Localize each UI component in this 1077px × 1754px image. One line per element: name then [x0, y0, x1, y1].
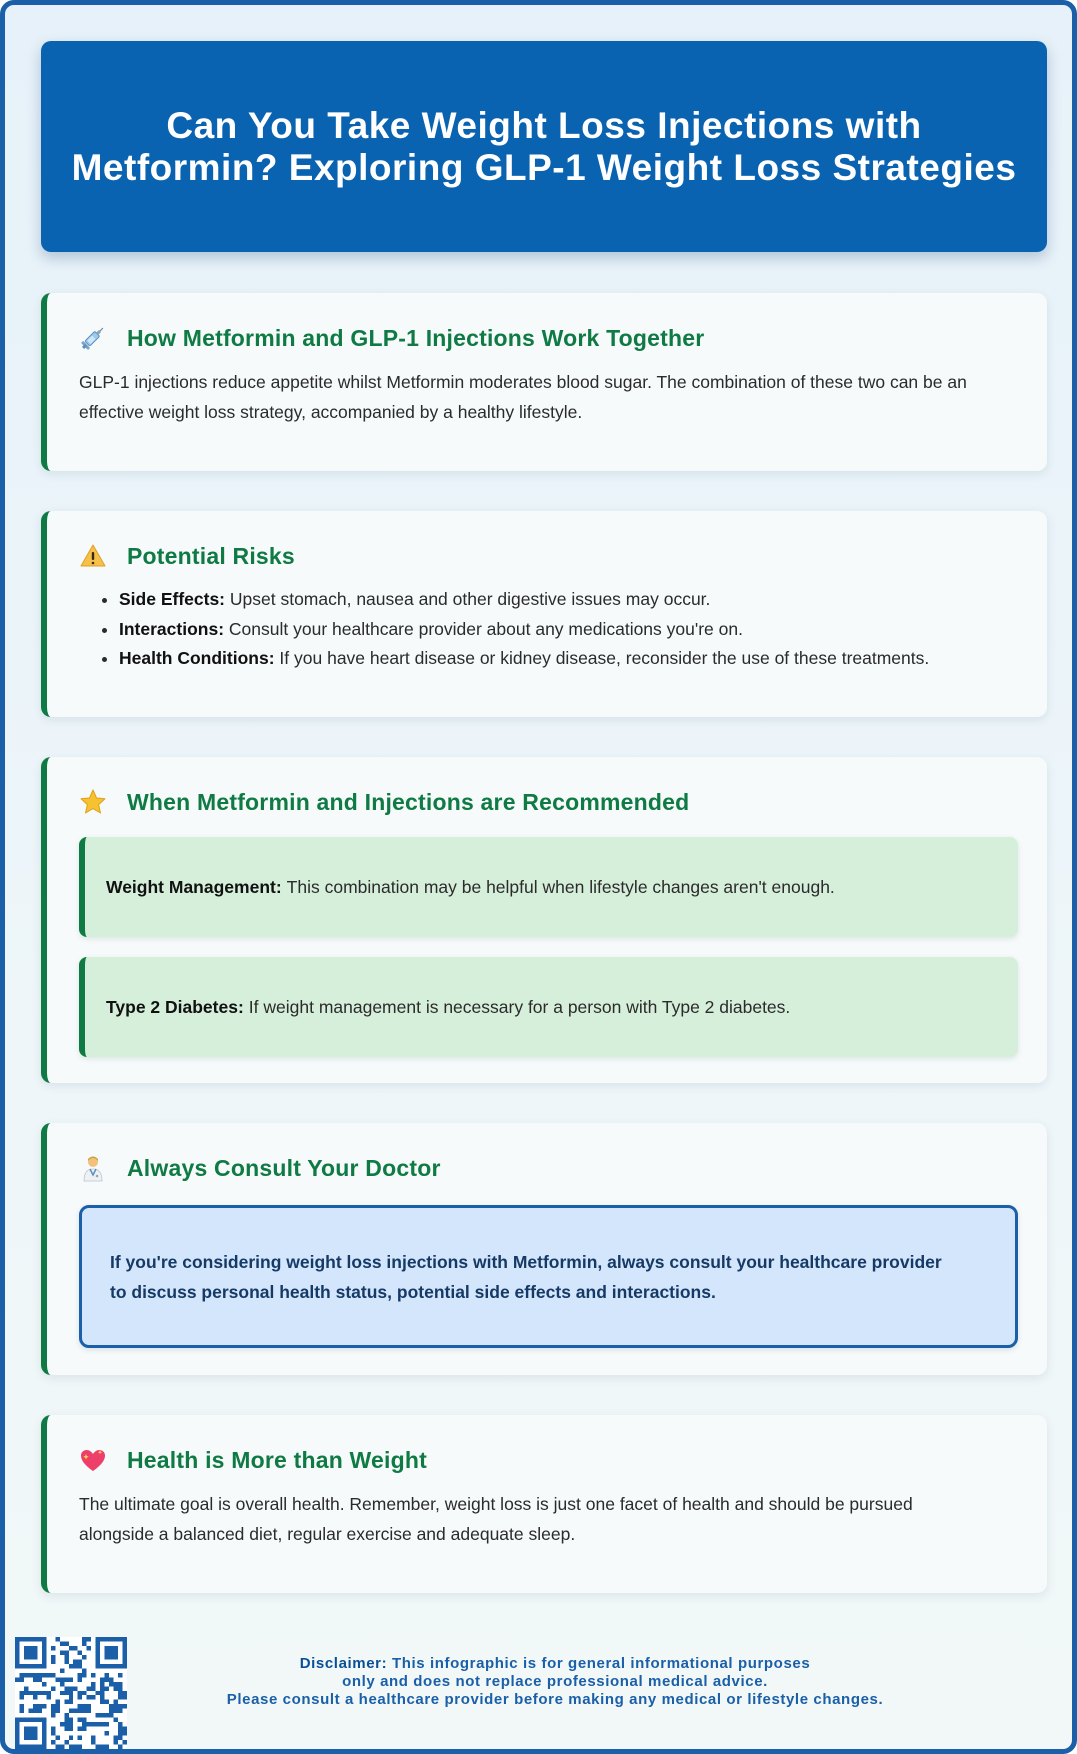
disclaimer: Disclaimer: This infographic is for general informational purposes only and does not replace professional medical advice. Please consult a healthcare provider before making any medical or lifestyle changes. — [226, 1655, 884, 1708]
section-consult-doctor — [41, 1123, 1047, 1375]
risk-list — [79, 585, 1017, 674]
qr-code-icon — [15, 1637, 127, 1749]
section-title: When Metformin and Injections are Recommended — [127, 788, 690, 815]
list-item: • Interactions: Consult your healthcare provider about any medications you're on. — [119, 615, 1017, 645]
section-title: Always Consult Your Doctor — [127, 1154, 441, 1181]
callout-text: If you're considering weight loss injections with Metformin, always consult your healthcare provider to discuss personal health status, potential side effects and interactions. — [110, 1251, 942, 1302]
warning-icon — [79, 542, 107, 570]
section-how-they-work — [41, 293, 1047, 471]
doctor-icon — [79, 1154, 107, 1182]
section-health-more-than-weight — [41, 1415, 1047, 1593]
page-title: Can You Take Weight Loss Injections with Metformin? Exploring GLP-1 Weight Loss Strategies — [71, 104, 1017, 188]
title-banner — [41, 41, 1047, 252]
section-title: Potential Risks — [127, 542, 295, 569]
section-potential-risks — [41, 511, 1047, 717]
syringe-icon — [79, 324, 107, 352]
section-header — [79, 321, 1017, 355]
recommendation-box: Weight Management: This combination may be helpful when lifestyle changes aren't enough. — [79, 837, 1018, 937]
section-header — [79, 1151, 1017, 1185]
consult-callout — [79, 1205, 1018, 1348]
sparkling-heart-icon — [79, 1446, 107, 1474]
section-body: GLP-1 injections reduce appetite whilst Metformin moderates blood sugar. The combination of these two can be an effective weight loss strategy, accompanied by a healthy lifestyle. — [79, 372, 967, 422]
section-title: How Metformin and GLP-1 Injections Work Together — [127, 324, 705, 351]
list-item: • Health Conditions: If you have heart disease or kidney disease, reconsider the use of these treatments. — [119, 644, 1017, 674]
section-header — [79, 785, 1017, 819]
section-header — [79, 539, 1017, 573]
recommendation-box: Type 2 Diabetes: If weight management is necessary for a person with Type 2 diabetes. — [79, 957, 1018, 1057]
section-recommended — [41, 757, 1047, 1083]
list-item: • Side Effects: Upset stomach, nausea and other digestive issues may occur. — [119, 585, 1017, 615]
section-header — [79, 1443, 1017, 1477]
section-title: Health is More than Weight — [127, 1446, 427, 1473]
star-icon — [79, 788, 107, 816]
section-body: The ultimate goal is overall health. Remember, weight loss is just one facet of health and should be pursued alongside a balanced diet, regular exercise and adequate sleep. — [79, 1494, 913, 1544]
